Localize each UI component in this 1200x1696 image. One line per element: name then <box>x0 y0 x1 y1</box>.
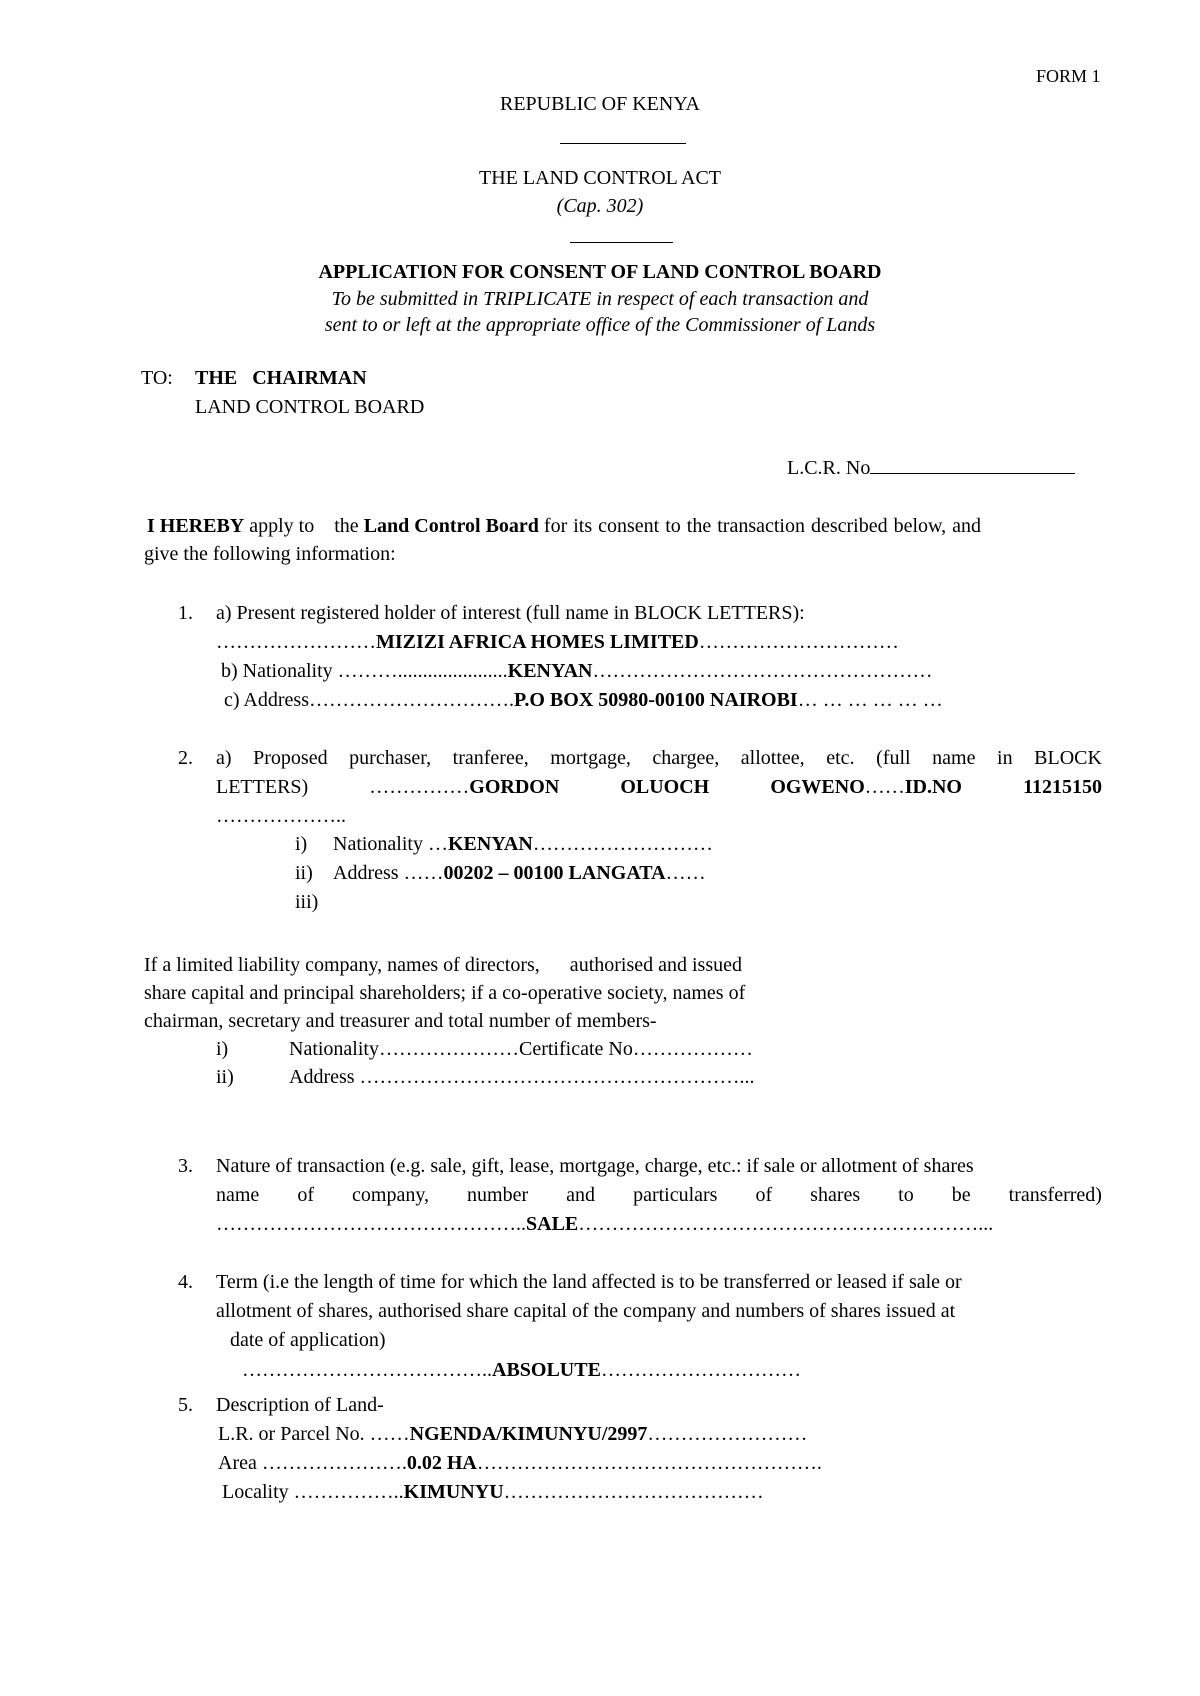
nationality-label: b) Nationality ………...................... <box>221 660 508 682</box>
purchaser-address-line <box>333 863 706 883</box>
term-label-line: date of application) <box>230 1329 386 1351</box>
area-label: Area …………………. <box>218 1452 407 1474</box>
word: of <box>297 1184 314 1206</box>
dots: ……………………………………….. <box>216 1213 526 1235</box>
holder-name-value: MIZIZI AFRICA HOMES LIMITED <box>376 631 699 653</box>
purchaser-last-name: OGWENO <box>770 776 865 798</box>
sub-number: i) <box>295 833 308 855</box>
dots: …………………… <box>647 1423 808 1445</box>
intro-i-hereby: I HEREBY <box>147 515 245 537</box>
word: etc. <box>826 747 855 769</box>
purchaser-id-number: 11215150 <box>1023 776 1102 798</box>
word: transferred) <box>1008 1184 1102 1206</box>
locality-line <box>222 1482 764 1502</box>
transaction-nature-value: SALE <box>526 1213 579 1235</box>
transaction-value-line <box>216 1214 993 1234</box>
intro-paragraph <box>147 516 981 536</box>
item-number: 3. <box>178 1155 193 1177</box>
word: chargee, <box>652 747 720 769</box>
transaction-label-line: Nature of transaction (e.g. sale, gift, lease, mortgage, charge, etc.: if sale or allotment of shares <box>216 1155 974 1177</box>
item-number: 1. <box>178 602 193 624</box>
dots: ………………………… <box>698 631 899 653</box>
purchaser-name-line <box>216 777 1102 797</box>
word: to <box>898 1184 914 1206</box>
word: (full <box>876 747 911 769</box>
holder-name-line <box>216 632 899 652</box>
purchaser-first-name: GORDON <box>469 776 560 798</box>
address-label: Address …… <box>333 862 444 884</box>
sub-number: iii) <box>295 891 319 913</box>
intro-the: the <box>334 515 359 537</box>
dots: …………………… <box>216 631 376 653</box>
purchaser-nationality-value: KENYAN <box>447 833 533 855</box>
word: be <box>951 1184 971 1206</box>
purchaser-middle-name: OLUOCH <box>620 776 710 798</box>
divider <box>560 143 686 144</box>
term-label-line: allotment of shares, authorised share capital of the company and numbers of shares issued at <box>216 1300 956 1322</box>
company-nationality-line: Nationality…………………Certificate No……………… <box>289 1038 753 1060</box>
word: allottee, <box>740 747 805 769</box>
word: shares <box>810 1184 861 1206</box>
holder-address-line <box>224 690 943 710</box>
sub-number: ii) <box>216 1066 234 1088</box>
intro-rest: for its consent to the transaction described below, and <box>543 515 982 537</box>
company-address-line: Address …………………………………………………... <box>289 1066 755 1088</box>
cap-heading: (Cap. 302) <box>556 195 644 217</box>
area-line <box>218 1453 822 1473</box>
intro-apply-to: apply to <box>249 515 315 537</box>
item-number: 5. <box>178 1394 193 1416</box>
dots-line: ……………….. <box>216 805 346 827</box>
word: a) <box>216 747 232 769</box>
purchaser-address-value: 00202 – 00100 LANGATA <box>443 862 666 884</box>
word: purchaser, <box>349 747 432 769</box>
dots: … … … … … … <box>797 689 943 711</box>
word: company, <box>352 1184 430 1206</box>
company-paragraph-line: chairman, secretary and treasurer and total number of members- <box>144 1010 657 1032</box>
lcr-number-field <box>787 455 1075 478</box>
dots: …… <box>665 862 706 884</box>
parcel-number-line <box>218 1424 807 1444</box>
document-title: APPLICATION FOR CONSENT OF LAND CONTROL BOARD <box>318 261 882 283</box>
sub-number: i) <box>216 1038 229 1060</box>
address-label: c) Address…………………………. <box>224 689 514 711</box>
word: particulars <box>633 1184 718 1206</box>
word: tranferee, <box>452 747 529 769</box>
transaction-label-line <box>216 1185 1102 1205</box>
form-number: FORM 1 <box>1036 66 1101 86</box>
holder-address-value: P.O BOX 50980-00100 NAIROBI <box>513 689 798 711</box>
word: of <box>755 1184 773 1206</box>
holder-nationality-line <box>221 661 932 681</box>
parcel-number-value: NGENDA/KIMUNYU/2997 <box>409 1423 648 1445</box>
dots: …… <box>864 776 905 798</box>
dots: ……………………………….. <box>242 1359 492 1381</box>
word: number <box>467 1184 529 1206</box>
document-subtitle: sent to or left at the appropriate office of the Commissioner of Lands <box>324 314 876 336</box>
sub-number: ii) <box>295 862 313 884</box>
dots: ……………………… <box>532 833 713 855</box>
purchaser-nationality-line <box>333 834 713 854</box>
dots: …………………………………………… <box>592 660 933 682</box>
dots: ……………………………………………………... <box>578 1213 994 1235</box>
holder-label: a) Present registered holder of interest (full name in BLOCK LETTERS): <box>216 602 805 624</box>
holder-nationality-value: KENYAN <box>507 660 593 682</box>
letters-label: LETTERS) <box>216 776 309 798</box>
lcr-blank <box>870 455 1075 474</box>
word: in <box>997 747 1013 769</box>
word: mortgage, <box>550 747 631 769</box>
dots: ………………………………… <box>503 1481 764 1503</box>
term-value-line <box>242 1360 801 1380</box>
id-label: ID.NO <box>904 776 962 798</box>
addressee-line: LAND CONTROL BOARD <box>195 396 425 418</box>
word: name <box>932 747 976 769</box>
word: and <box>566 1184 596 1206</box>
republic-heading: REPUBLIC OF KENYA <box>499 93 701 115</box>
intro-line-2: give the following information: <box>144 543 396 565</box>
word: name <box>216 1184 260 1206</box>
addressee-to: TO: <box>141 367 173 389</box>
term-label-line: Term (i.e the length of time for which the land affected is to be transferred or leased if sale or <box>216 1271 962 1293</box>
locality-value: KIMUNYU <box>403 1481 504 1503</box>
intro-board-name: Land Control Board <box>363 515 539 537</box>
term-value: ABSOLUTE <box>492 1359 601 1381</box>
addressee-line: THE CHAIRMAN <box>195 367 367 389</box>
item-number: 2. <box>178 747 193 769</box>
nationality-label: Nationality … <box>333 833 448 855</box>
parcel-label: L.R. or Parcel No. …… <box>218 1423 410 1445</box>
land-description-label: Description of Land- <box>216 1394 384 1416</box>
dots: ………………………… <box>600 1359 801 1381</box>
company-paragraph-line: share capital and principal shareholders; if a co-operative society, names of <box>144 982 746 1004</box>
lcr-label: L.C.R. No <box>787 457 871 479</box>
word: Proposed <box>253 747 328 769</box>
company-paragraph-line: If a limited liability company, names of directors, authorised and issued <box>144 954 742 976</box>
purchaser-label-line <box>216 748 1102 768</box>
divider <box>570 242 673 243</box>
document-subtitle: To be submitted in TRIPLICATE in respect of each transaction and <box>331 288 869 310</box>
word: BLOCK <box>1034 747 1102 769</box>
dots: ……………………………………………. <box>476 1452 822 1474</box>
dots: …………… <box>369 776 470 798</box>
locality-label: Locality …………….. <box>222 1481 404 1503</box>
area-value: 0.02 HA <box>406 1452 477 1474</box>
act-heading: THE LAND CONTROL ACT <box>478 167 722 189</box>
item-number: 4. <box>178 1271 193 1293</box>
